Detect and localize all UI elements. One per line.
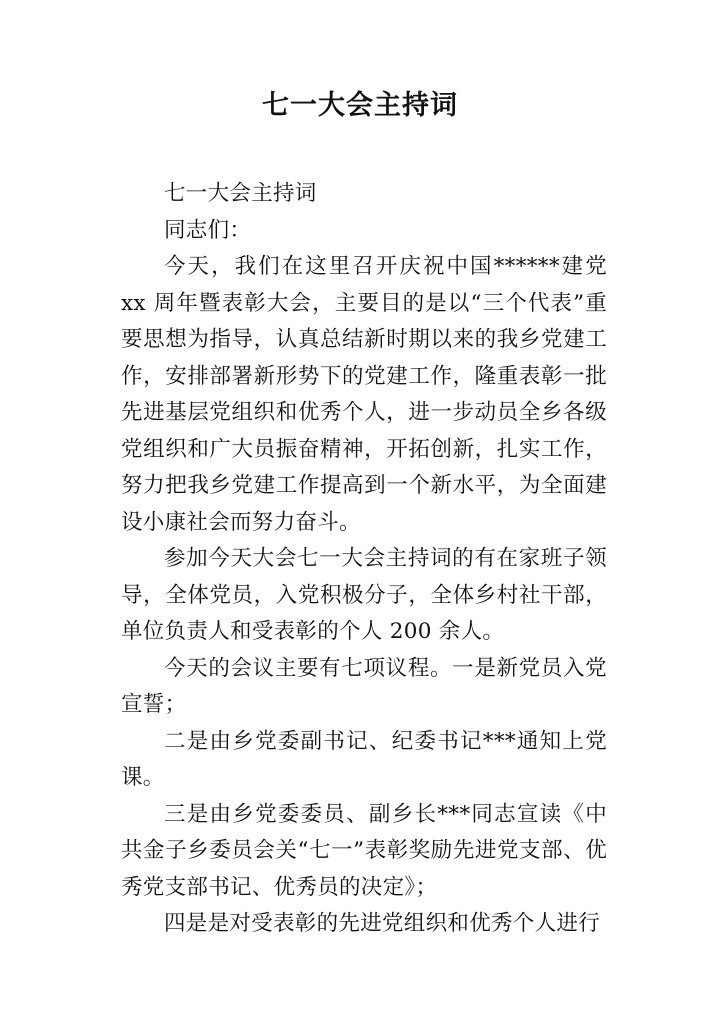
paragraph-agenda-item-3: 三是由乡党委委员、副乡长***同志宣读《中共金子乡委员会关“七一”表彰奖励先进党支部、优秀党支部书记、优秀员的决定》；: [121, 801, 607, 900]
paragraph-salutation: 同志们：: [164, 217, 252, 243]
document-title: 七一大会主持词: [262, 90, 458, 121]
paragraph-agenda-item-1: 今天的会议主要有七项议程。一是新党员入党宣誓；: [121, 655, 607, 717]
paragraph-agenda-item-2: 二是由乡党委副书记、纪委书记***通知上党课。: [121, 728, 607, 790]
paragraph-subtitle: 七一大会主持词: [164, 181, 317, 206]
paragraph-agenda-item-4: 四是是对受表彰的先进党组织和优秀个人进行: [164, 911, 601, 936]
paragraph-purpose: 今天，我们在这里召开庆祝中国******建党 xx 周年暨表彰大会，主要目的是以“三个代表”重要思想为指导，认真总结新时期以来的我乡党建工作，安排部署新形势下的党建工作，隆重表彰一批先进基层党组织和优秀个人，进一步动员全乡各级党组织和广大员振奋精神，开拓创新，扎实工作，努力把我乡党建工作提高到一个新水平，为全面建设小康社会而努力奋斗。: [121, 254, 607, 535]
document-body: [121, 176, 607, 943]
paragraph-attendees: 参加今天大会七一大会主持词的有在家班子领导，全体党员，入党积极分子，全体乡村社干部，单位负责人和受表彰的个人 200 余人。: [121, 546, 607, 644]
